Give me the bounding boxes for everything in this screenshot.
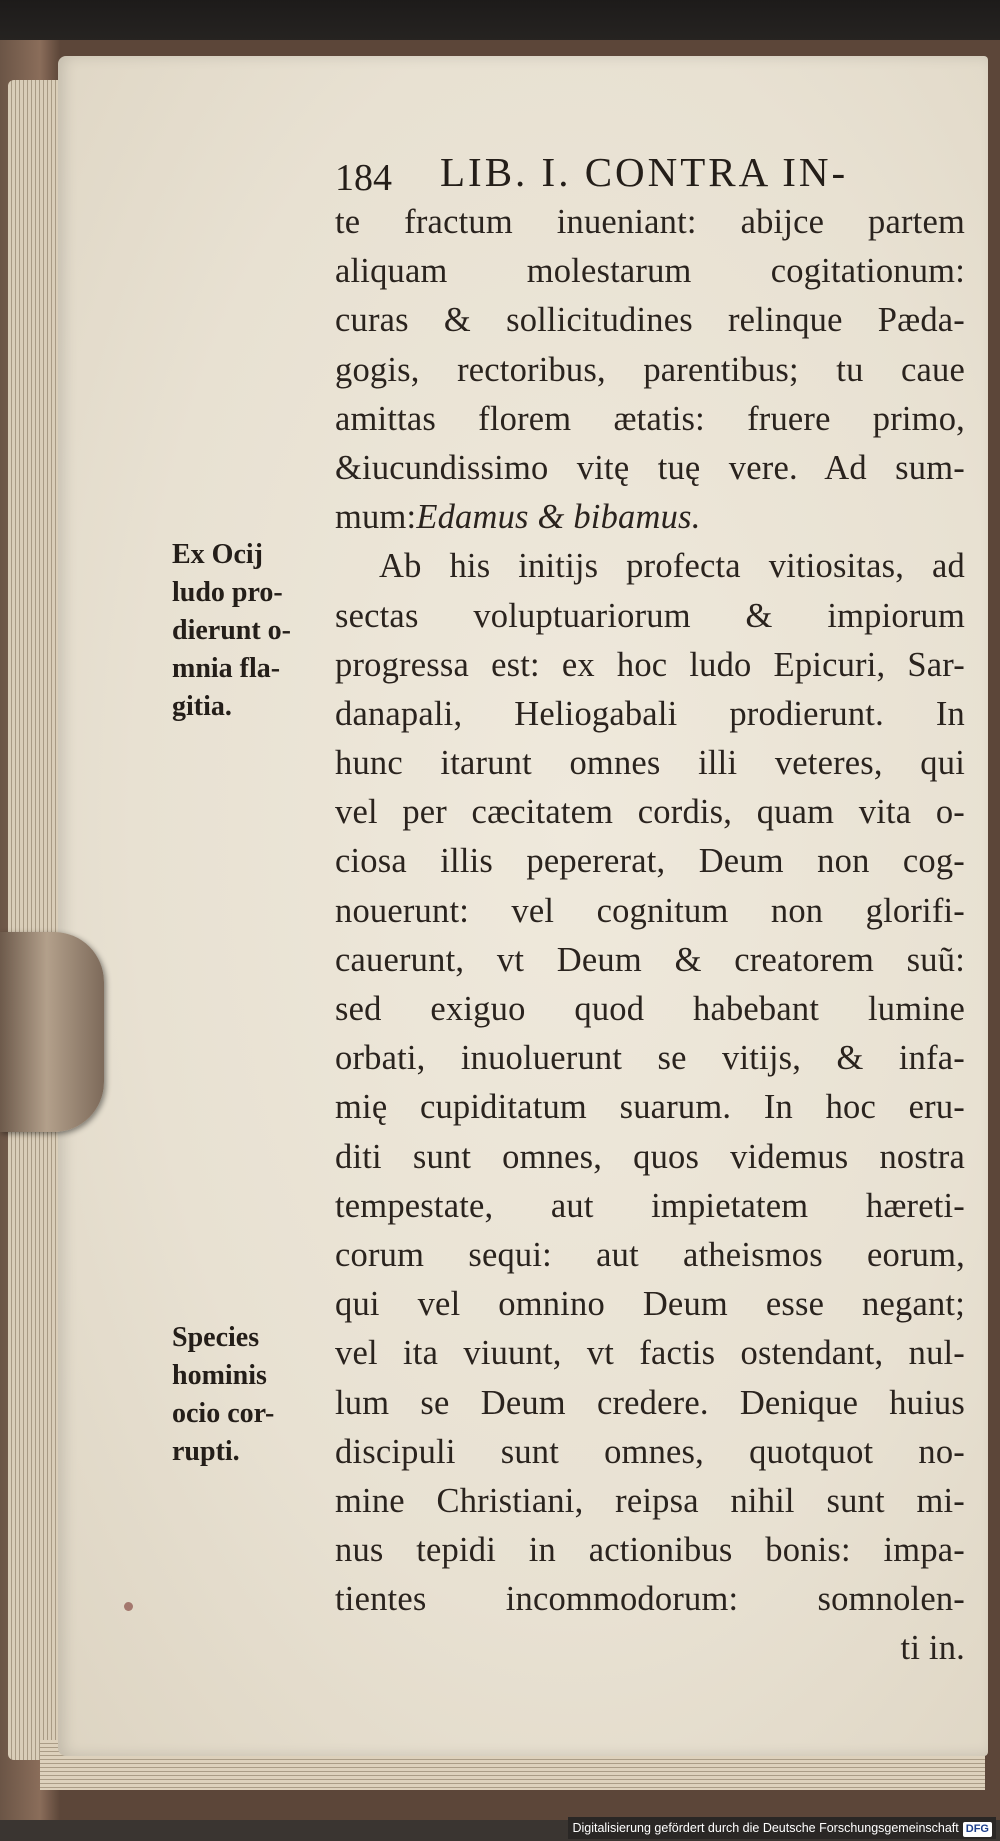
text-line: qui vel omnino Deum esse negant;	[335, 1285, 965, 1324]
text-line: ciosa illis pepererat, Deum non cog-	[335, 842, 965, 881]
running-title: LIB. I. CONTRA IN-	[440, 149, 849, 195]
text-line-with-italic	[335, 493, 965, 542]
credit-text: Digitalisierung gefördert durch die Deutsche Forschungsgemeinschaft	[572, 1821, 959, 1835]
paragraph-start-line: Ab his initijs profecta vitiositas, ad	[379, 547, 965, 586]
text-line: &iucundissimo vitę tuę vere. Ad sum-	[335, 448, 965, 487]
text-line: lum se Deum credere. Denique huius	[335, 1383, 965, 1422]
page-number: 184	[335, 157, 392, 199]
text-line: curas & sollicitudines relinque Pæda-	[335, 301, 965, 340]
text-line: hunc itarunt omnes illi veteres, qui	[335, 744, 965, 783]
margin-note-line: gitia.	[172, 691, 232, 722]
text-line: nus tepidi in actionibus bonis: impa-	[335, 1531, 965, 1570]
text-line: vel ita viuunt, vt factis ostendant, nul-	[335, 1334, 965, 1373]
book-clasp	[0, 932, 104, 1132]
text-line: te fractum inueniant: abijce partem	[335, 203, 965, 241]
margin-note-line: Species	[172, 1322, 260, 1353]
margin-note	[172, 536, 330, 726]
text-line: discipuli sunt omnes, quotquot no-	[335, 1432, 965, 1471]
margin-note-line: ludo pro-	[172, 577, 283, 608]
text-line: sed exiguo quod habebant lumine	[335, 990, 965, 1028]
text-line: gogis, rectoribus, parentibus; tu caue	[335, 350, 965, 389]
margin-note-line: mnia fla-	[172, 653, 281, 684]
margin-note-line: hominis	[172, 1360, 267, 1391]
margin-note-line: rupti.	[172, 1436, 240, 1467]
body-text	[335, 198, 965, 1674]
text-line: orbati, inuoluerunt se vitijs, & infa-	[335, 1039, 965, 1078]
text-line: progressa est: ex hoc ludo Epicuri, Sar-	[335, 645, 965, 684]
text-line: mum:	[335, 498, 417, 537]
text-line: mię cupiditatum suarum. In hoc eru-	[335, 1088, 965, 1127]
digitization-credit	[568, 1817, 996, 1839]
text-line: tientes incommodorum: somnolen-	[335, 1580, 965, 1619]
margin-note-line: ocio cor-	[172, 1398, 275, 1429]
text-line: danapali, Heliogabali prodierunt. In	[335, 694, 965, 733]
text-line: nouerunt: vel cognitum non glorifi-	[335, 891, 965, 930]
text-line: tempestate, aut impietatem hæreti-	[335, 1186, 965, 1225]
catchword-line: ti in.	[900, 1629, 965, 1668]
margin-note-line: Ex Ocij	[172, 539, 263, 570]
text-line: sectas voluptuariorum & impiorum	[335, 596, 965, 635]
italic-quote: Edamus & bibamus.	[416, 498, 701, 537]
dfg-logo: DFG	[963, 1822, 992, 1837]
text-line: cauerunt, vt Deum & creatorem suũ:	[335, 940, 965, 979]
text-line: aliquam molestarum cogitationum:	[335, 252, 965, 291]
margin-note	[172, 1319, 330, 1471]
margin-note-line: dierunt o-	[172, 615, 291, 646]
text-line: mine Christiani, reipsa nihil sunt mi-	[335, 1481, 965, 1520]
text-line: corum sequi: aut atheismos eorum,	[335, 1235, 965, 1274]
page-header	[335, 148, 975, 198]
ink-stain	[124, 1602, 133, 1611]
text-line: vel per cæcitatem cordis, quam vita o-	[335, 793, 965, 832]
text-line: amittas florem ætatis: fruere primo,	[335, 399, 965, 438]
text-line: diti sunt omnes, quos videmus nostra	[335, 1137, 965, 1176]
